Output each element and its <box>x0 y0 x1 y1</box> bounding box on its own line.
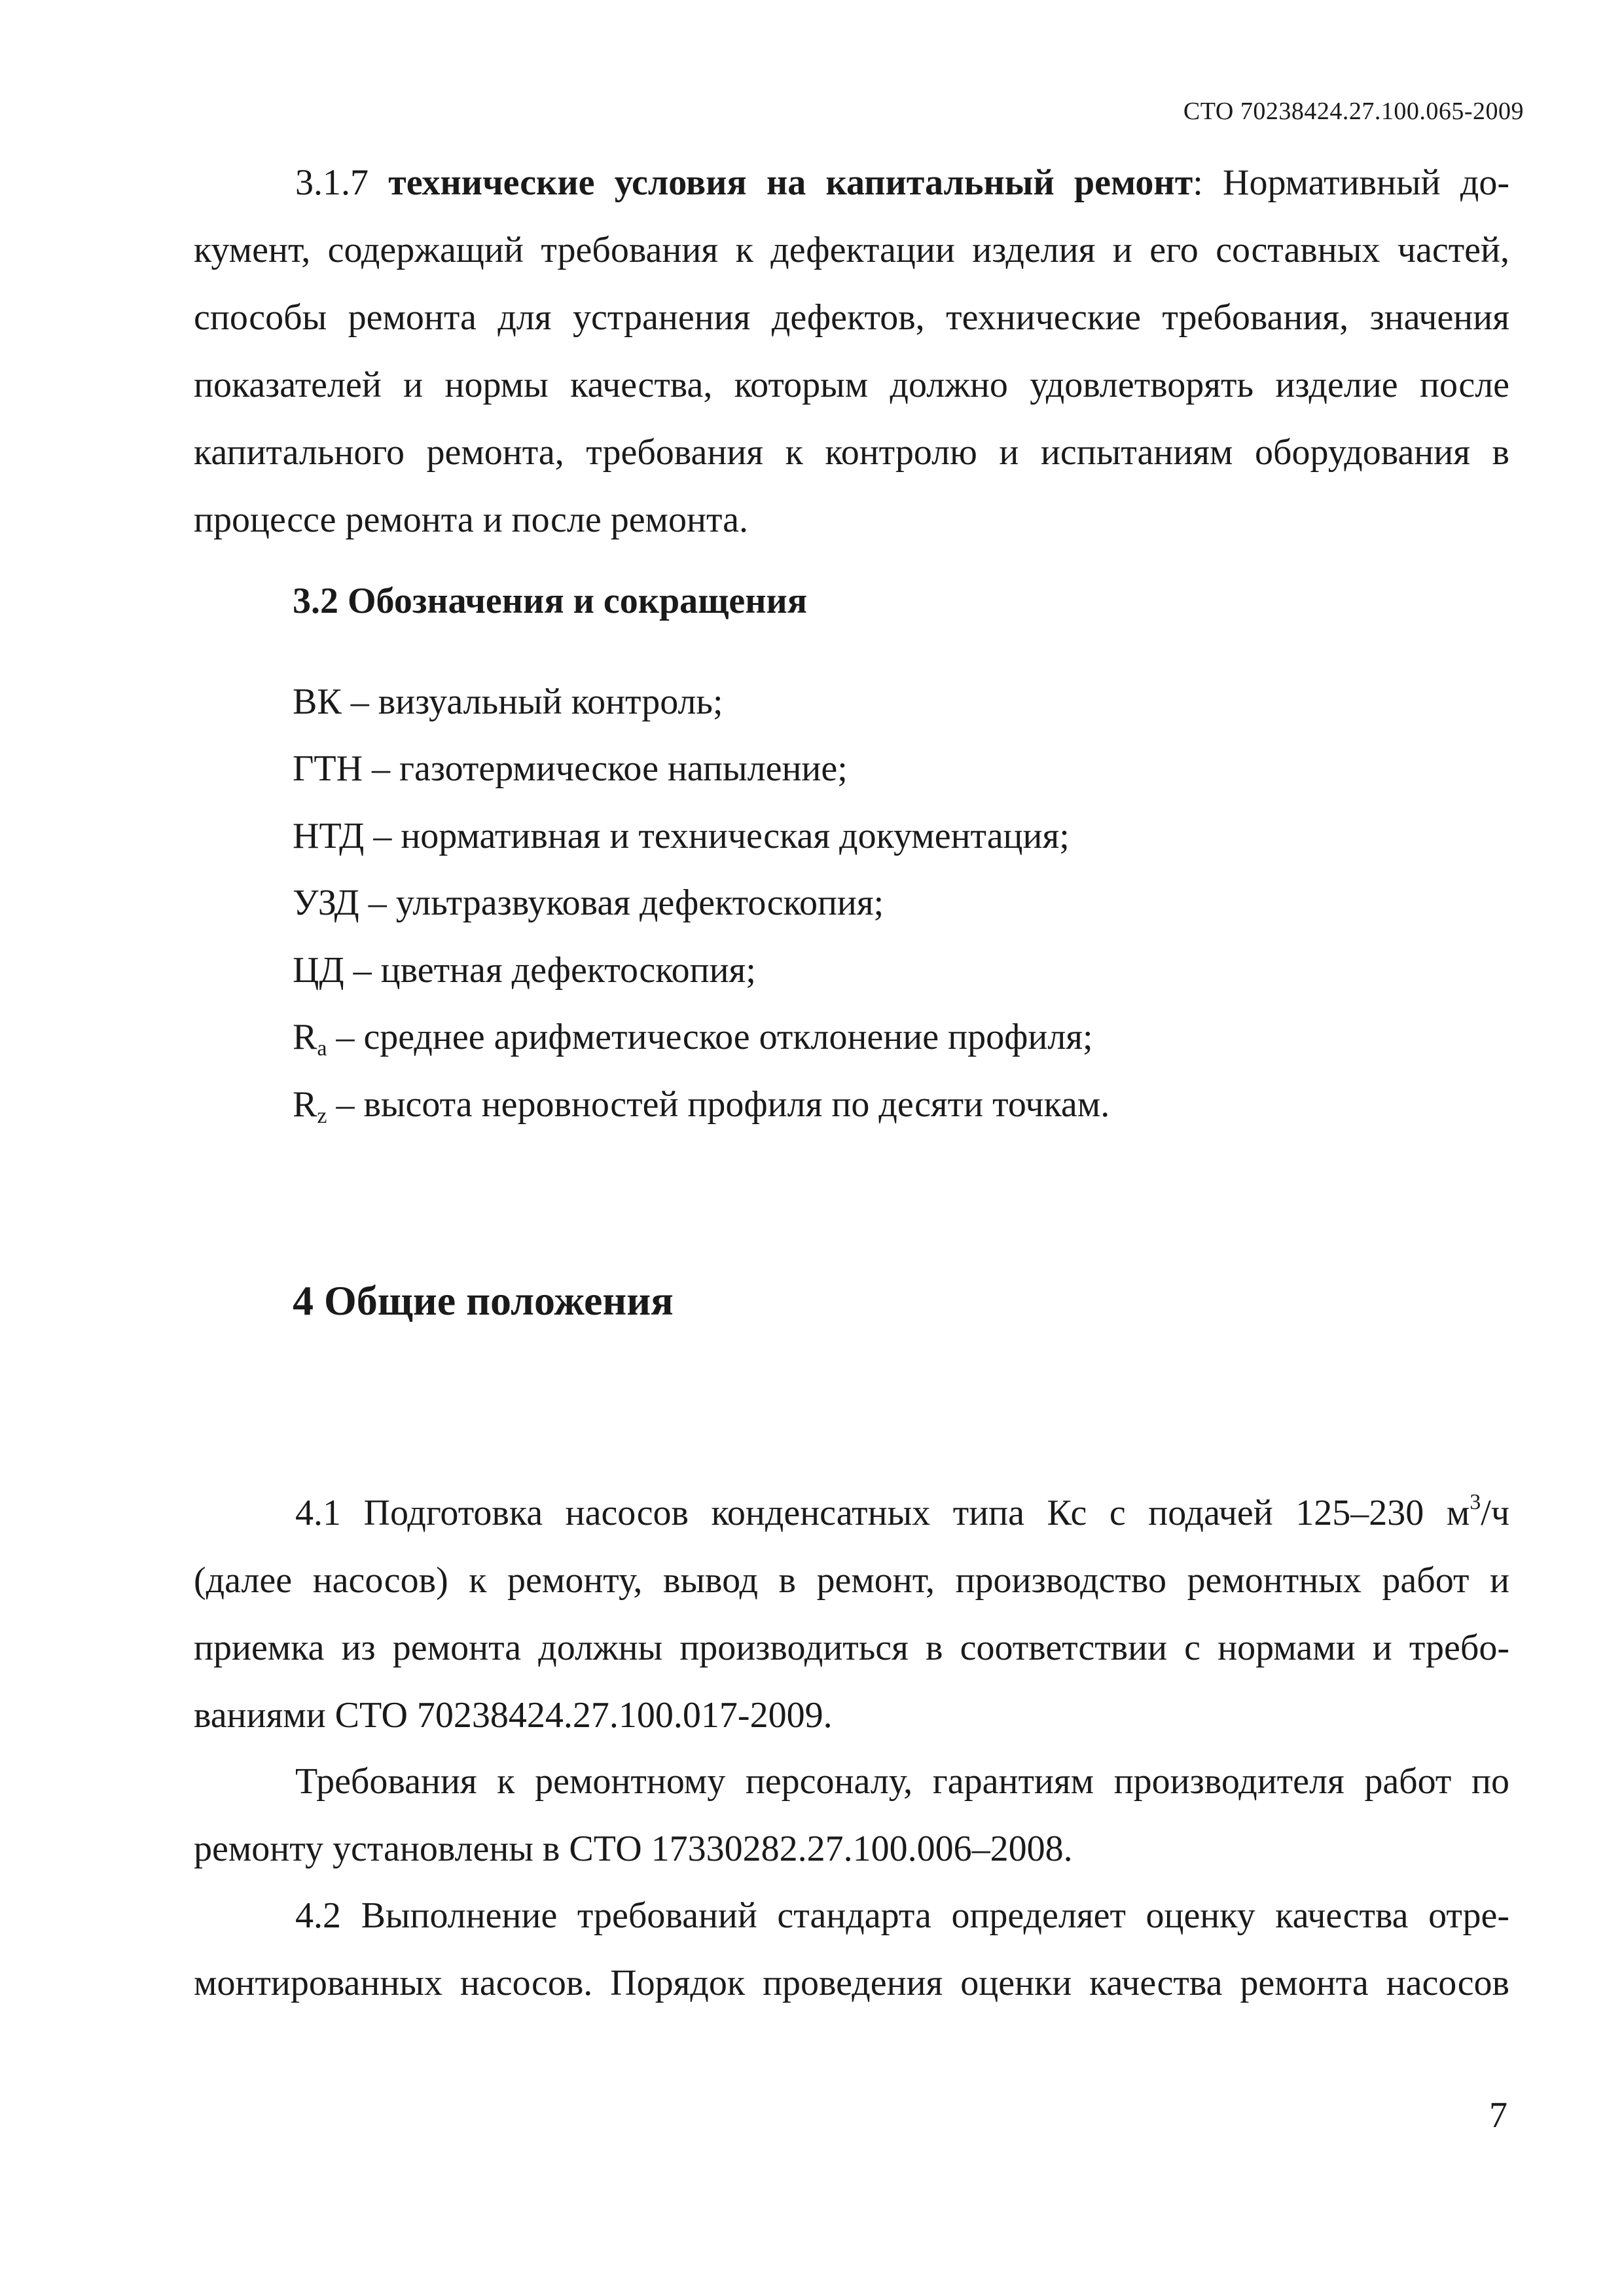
paragraph-line: кумент, содержащий требования к дефектации изделия и его составных частей, <box>194 230 1509 270</box>
abbreviation-item-rz <box>293 1084 1110 1128</box>
paragraph-line: приемка из ремонта должны производиться в соответствии с нормами и требо- <box>194 1628 1509 1668</box>
definition-start: : Нормативный до- <box>1193 162 1509 203</box>
section-heading-4: 4 Общие положения <box>293 1277 674 1324</box>
subscript-z: z <box>317 1104 327 1128</box>
paragraph-line: Требования к ремонтному персоналу, гарантиям производителя работ по <box>295 1761 1509 1802</box>
paragraph-line <box>194 149 1509 217</box>
superscript-3: 3 <box>1470 1490 1481 1514</box>
clause-number: 3.1.7 <box>295 162 369 203</box>
paragraph-line: ремонту установлены в СТО 17330282.27.100.006–2008. <box>194 1829 1073 1869</box>
abbreviation-text: – высота неровностей профиля по десяти точкам. <box>327 1084 1110 1125</box>
paragraph-line: монтированных насосов. Порядок проведения оценки качества ремонта насосов <box>194 1963 1509 2003</box>
paragraph-4-1-requirements <box>194 1748 1509 1883</box>
paragraph-4-2 <box>194 1882 1509 2017</box>
abbreviation-item: ЦД – цветная дефектоскопия; <box>293 950 756 991</box>
abbreviation-item: ВК – визуальный контроль; <box>293 682 723 722</box>
paragraph-line: 4.2 Выполнение требований стандарта определяет оценку качества отре- <box>295 1895 1509 1936</box>
abbreviation-item: УЗД – ультразвуковая дефектоскопия; <box>293 883 884 923</box>
paragraph-4-1 <box>194 1480 1509 1749</box>
symbol-r: R <box>293 1084 317 1125</box>
abbreviation-item: ГТН – газотермическое напыление; <box>293 748 848 789</box>
abbreviation-text: – среднее арифметическое отклонение профиля; <box>327 1017 1093 1057</box>
paragraph-line: способы ремонта для устранения дефектов, технические требования, значения <box>194 297 1509 338</box>
unit-per-hour: /ч <box>1481 1493 1509 1533</box>
subscript-a: a <box>317 1036 327 1061</box>
page-number: 7 <box>1489 2095 1507 2136</box>
line-text: 4.1 Подготовка насосов конденсатных типа Кс с подачей 125–230 м <box>295 1493 1470 1533</box>
paragraph-line: показателей и нормы качества, которым должно удовлетворять изделие после <box>194 365 1509 405</box>
paragraph-3-1-7 <box>194 149 1509 554</box>
symbol-r: R <box>293 1017 317 1057</box>
paragraph-line <box>194 1480 1509 1547</box>
paragraph-line: (далее насосов) к ремонту, вывод в ремонт, производство ремонтных работ и <box>194 1560 1509 1601</box>
document-code: СТО 70238424.27.100.065-2009 <box>1183 98 1524 125</box>
abbreviation-item: НТД – нормативная и техническая документация; <box>293 816 1070 856</box>
section-heading-3-2: 3.2 Обозначения и сокращения <box>293 581 808 621</box>
abbreviation-item-ra <box>293 1016 1093 1061</box>
paragraph-line: капитального ремонта, требования к контролю и испытаниям оборудования в <box>194 432 1509 473</box>
paragraph-line: ваниями СТО 70238424.27.100.017-2009. <box>194 1695 833 1736</box>
paragraph-line: процессе ремонта и после ремонта. <box>194 500 748 540</box>
defined-term: технические условия на капитальный ремонт <box>388 162 1193 203</box>
